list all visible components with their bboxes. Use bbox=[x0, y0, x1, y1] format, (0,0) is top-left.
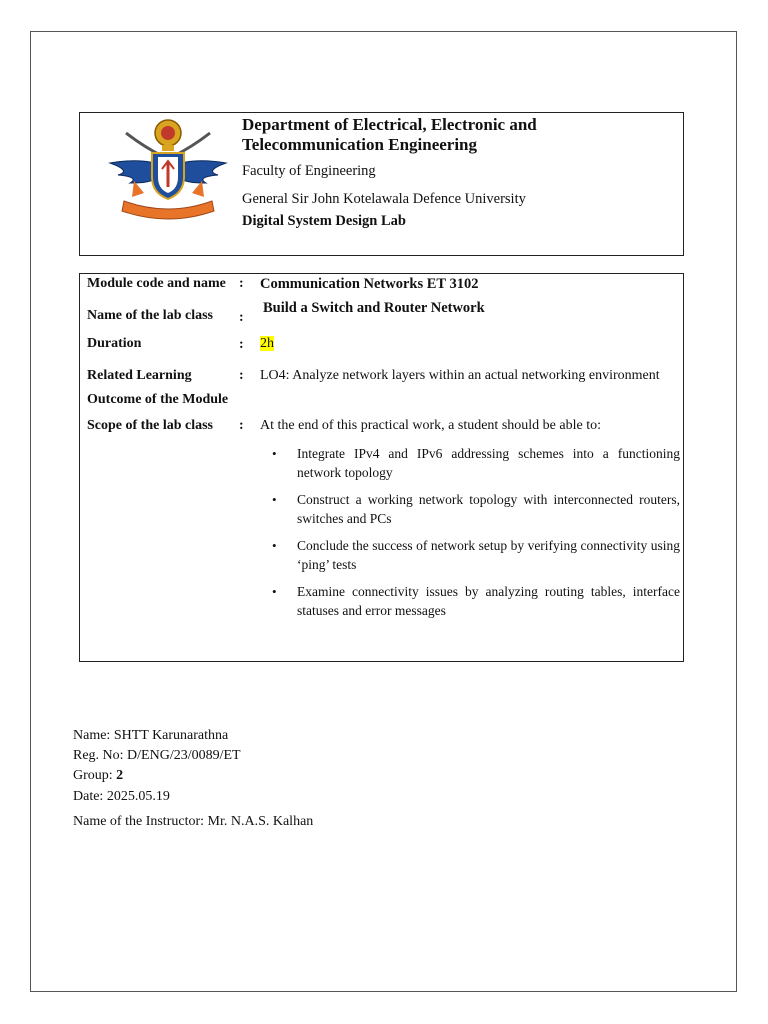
lab-name: Digital System Design Lab bbox=[242, 213, 406, 229]
colon: : bbox=[239, 276, 244, 291]
duration-highlight: 2h bbox=[260, 336, 274, 351]
list-item bbox=[270, 536, 680, 574]
colon: : bbox=[239, 337, 244, 352]
university-crest-icon bbox=[104, 113, 232, 223]
submission-date: Date: 2025.05.19 bbox=[73, 789, 170, 804]
duration-label: Duration bbox=[87, 336, 142, 351]
instructor-name: Name of the Instructor: Mr. N.A.S. Kalhan bbox=[73, 814, 314, 829]
duration-value bbox=[260, 332, 274, 356]
scope-list bbox=[270, 444, 680, 628]
outcome-value: LO4: Analyze network layers within an actual networking environment bbox=[260, 368, 660, 383]
module-value: Communication Networks ET 3102 bbox=[260, 276, 479, 292]
bullet-icon: • bbox=[272, 584, 277, 599]
student-group bbox=[73, 766, 123, 786]
scope-item-text: Integrate IPv4 and IPv6 addressing schemes into a functioning network topology bbox=[297, 446, 680, 480]
list-item bbox=[270, 444, 680, 482]
colon: : bbox=[239, 368, 244, 383]
outcome-label-line1: Related Learning bbox=[87, 368, 192, 383]
labclass-value: Build a Switch and Router Network bbox=[263, 300, 485, 316]
list-item bbox=[270, 490, 680, 528]
scope-item-text: Examine connectivity issues by analyzing routing tables, interface statuses and error messages bbox=[297, 584, 680, 618]
colon: : bbox=[239, 310, 244, 325]
university-name: General Sir John Kotelawala Defence University bbox=[242, 191, 526, 207]
scope-intro: At the end of this practical work, a student should be able to: bbox=[260, 418, 601, 433]
outcome-label-line2: Outcome of the Module bbox=[87, 392, 229, 407]
bullet-icon: • bbox=[272, 492, 277, 507]
labclass-label: Name of the lab class bbox=[87, 308, 213, 323]
scope-item-text: Construct a working network topology with interconnected routers, switches and PCs bbox=[297, 492, 680, 526]
scope-item-text: Conclude the success of network setup by verifying connectivity using ‘ping’ tests bbox=[297, 538, 680, 572]
colon: : bbox=[239, 418, 244, 433]
bullet-icon: • bbox=[272, 538, 277, 553]
student-name: Name: SHTT Karunarathna bbox=[73, 728, 229, 743]
faculty-name: Faculty of Engineering bbox=[242, 163, 376, 179]
bullet-icon: • bbox=[272, 446, 277, 461]
department-title: Department of Electrical, Electronic and Telecommunication Engineering bbox=[242, 115, 537, 154]
list-item bbox=[270, 582, 680, 620]
student-reg-no: Reg. No: D/ENG/23/0089/ET bbox=[73, 748, 241, 763]
scope-label: Scope of the lab class bbox=[87, 418, 213, 433]
group-label: Group: bbox=[73, 768, 117, 783]
module-label: Module code and name bbox=[87, 276, 226, 291]
group-value: 2 bbox=[116, 768, 124, 783]
